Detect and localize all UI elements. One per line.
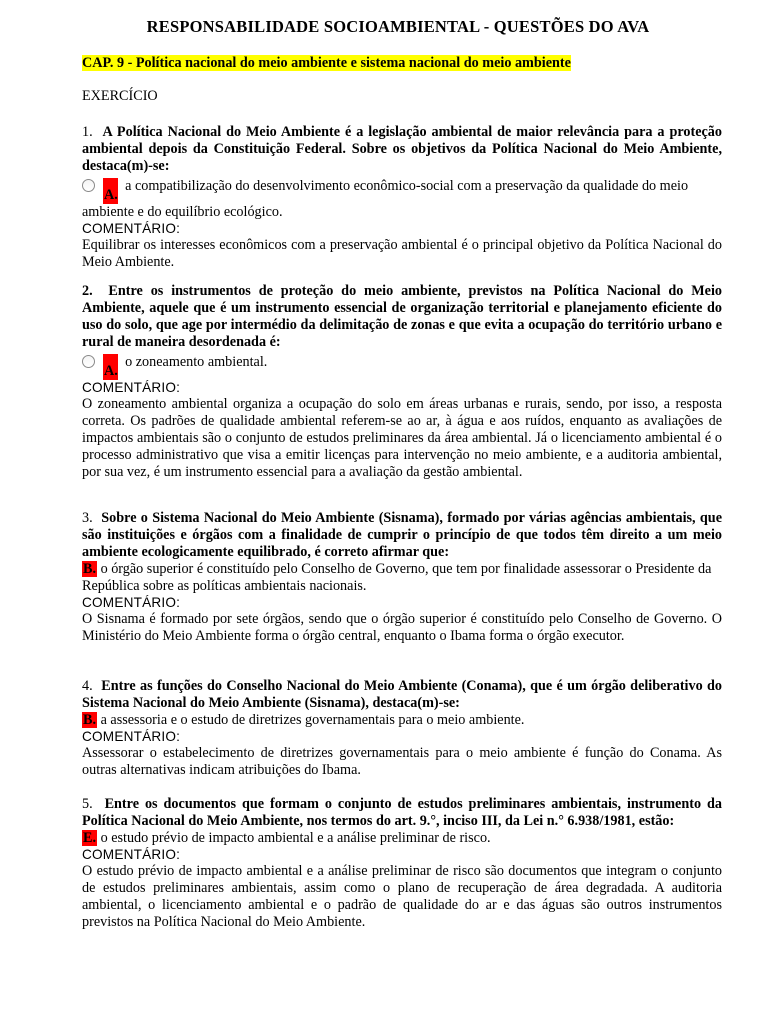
answer-radio-icon[interactable] [82,179,95,192]
question-5-answer-letter: E. [83,830,97,846]
question-3 [82,510,722,645]
question-1-comment: Equilibrar os interesses econômicos com a preservação ambiental é o principal objetivo da Política Nacional do Meio Ambiente. [82,237,722,270]
question-4-text: Entre as funções do Conselho Nacional do Meio Ambiente (Conama), que é um órgão deliberativo do Sistema Nacional do Meio Ambiente (Sisnama), destaca(m)-se: [82,678,722,711]
question-2 [82,283,722,481]
question-3-number: 3. [82,510,93,526]
question-4 [82,678,722,779]
question-3-comment-label: COMENTÁRIO: [82,595,181,610]
question-4-comment: Assessorar o estabelecimento de diretrizes governamentais para o meio ambiente é função do Conama. As outras alternativas indicam atribuições do Ibama. [82,745,722,778]
question-1-answer-text: a compatibilização do desenvolvimento econômico-social com a preservação da qualidade do meio ambiente e do equilíbrio ecológico. [82,178,689,220]
question-1-answer [82,178,722,221]
question-3-text: Sobre o Sistema Nacional do Meio Ambiente (Sisnama), formado por várias agências ambientais, que são instituições e órgãos com a finalidade de cumprir o princípio de que todos têm direito a um meio ambiente ecologicamente equilibrado, é correto afirmar que: [82,510,722,560]
question-2-text: Entre os instrumentos de proteção do meio ambiente, previstos na Política Nacional do Meio Ambiente, aquele que é um instrumento essencial de organização territorial e planejamento eficiente do uso do solo, que age por intermédio da delimitação de zonas e que evita a ocupação do território urbano e rural de maneira desordenada é: [82,283,722,350]
question-2-statement [82,283,722,351]
question-1 [82,124,722,271]
answer-radio-icon[interactable] [82,355,95,368]
question-1-text: A Política Nacional do Meio Ambiente é a legislação ambiental de maior relevância para a proteção ambiental depois da Constituição Federal. Sobre os objetivos da Política Nacional do Meio Ambiente, destaca(m)-se: [82,124,722,174]
question-3-answer-letter: B. [83,561,97,577]
question-4-statement [82,678,722,712]
question-5-comment-label: COMENTÁRIO: [82,847,181,862]
question-2-answer [82,354,722,380]
question-3-statement [82,510,722,561]
question-2-number: 2. [82,283,93,299]
question-4-answer [82,712,722,729]
question-2-answer-text: o zoneamento ambiental. [125,354,268,370]
question-5-number: 5. [82,796,93,812]
question-2-comment-label: COMENTÁRIO: [82,380,181,395]
question-3-answer [82,561,722,595]
question-5-answer [82,830,722,847]
question-5-comment: O estudo prévio de impacto ambiental e a análise preliminar de risco são documentos que integram o conjunto de estudos preliminares ambientais, assim como o plano de recuperação de área degradada. A auditoria ambiental, o licenciamento ambiental e o padrão de qualidade do ar e das águas são outros instrumentos previstos na Política Nacional do Meio Ambiente. [82,863,722,930]
question-1-statement [82,124,722,175]
question-2-answer-letter: A. [103,354,118,380]
document-page [82,0,722,930]
question-5-statement [82,796,722,830]
question-4-answer-text: a assessoria e o estudo de diretrizes governamentais para o meio ambiente. [100,712,525,728]
question-2-comment: O zoneamento ambiental organiza a ocupação do solo em áreas urbanas e rurais, sendo, por isso, a resposta correta. Os padrões de qualidade ambiental referem-se ao ar, à água e aos ruídos, enquanto as avaliações de impactos ambientais são o conjunto de estudos preliminares da área ambiental. Já o licenciamento ambiental é o processo administrativo que visa a emitir licenças para intervenção no meio ambiente, e a auditoria ambiental, por sua vez, é um instrumento essencial para a avaliação da gestão ambiental. [82,396,722,480]
question-4-number: 4. [82,678,93,694]
question-3-comment: O Sisnama é formado por sete órgãos, sendo que o órgão superior é constituído pelo Conselho de Governo. O Ministério do Meio Ambiente forma o órgão central, enquanto o Ibama forma o órgão executor. [82,611,722,644]
chapter-heading [82,55,722,72]
question-1-number: 1. [82,124,93,140]
document-title: RESPONSABILIDADE SOCIOAMBIENTAL - QUESTÕES DO AVA [146,17,650,36]
question-4-comment-label: COMENTÁRIO: [82,729,181,744]
question-1-comment-label: COMENTÁRIO: [82,221,181,236]
exercise-heading: EXERCÍCIO [82,88,158,104]
chapter-heading-text: CAP. 9 - Política nacional do meio ambiente e sistema nacional do meio ambiente [82,55,571,71]
question-1-answer-letter: A. [103,178,118,204]
question-5-text: Entre os documentos que formam o conjunto de estudos preliminares ambientais, instrumento da Política Nacional do Meio Ambiente, nos termos do art. 9.°, inciso III, da Lei n.° 6.938/1981, estão: [82,796,722,829]
question-4-answer-letter: B. [83,712,97,728]
question-5 [82,796,722,931]
question-5-answer-text: o estudo prévio de impacto ambiental e a análise preliminar de risco. [100,830,491,846]
question-3-answer-text: o órgão superior é constituído pelo Conselho de Governo, que tem por finalidade assessorar o Presidente da República sobre as políticas ambientais nacionais. [82,561,712,594]
